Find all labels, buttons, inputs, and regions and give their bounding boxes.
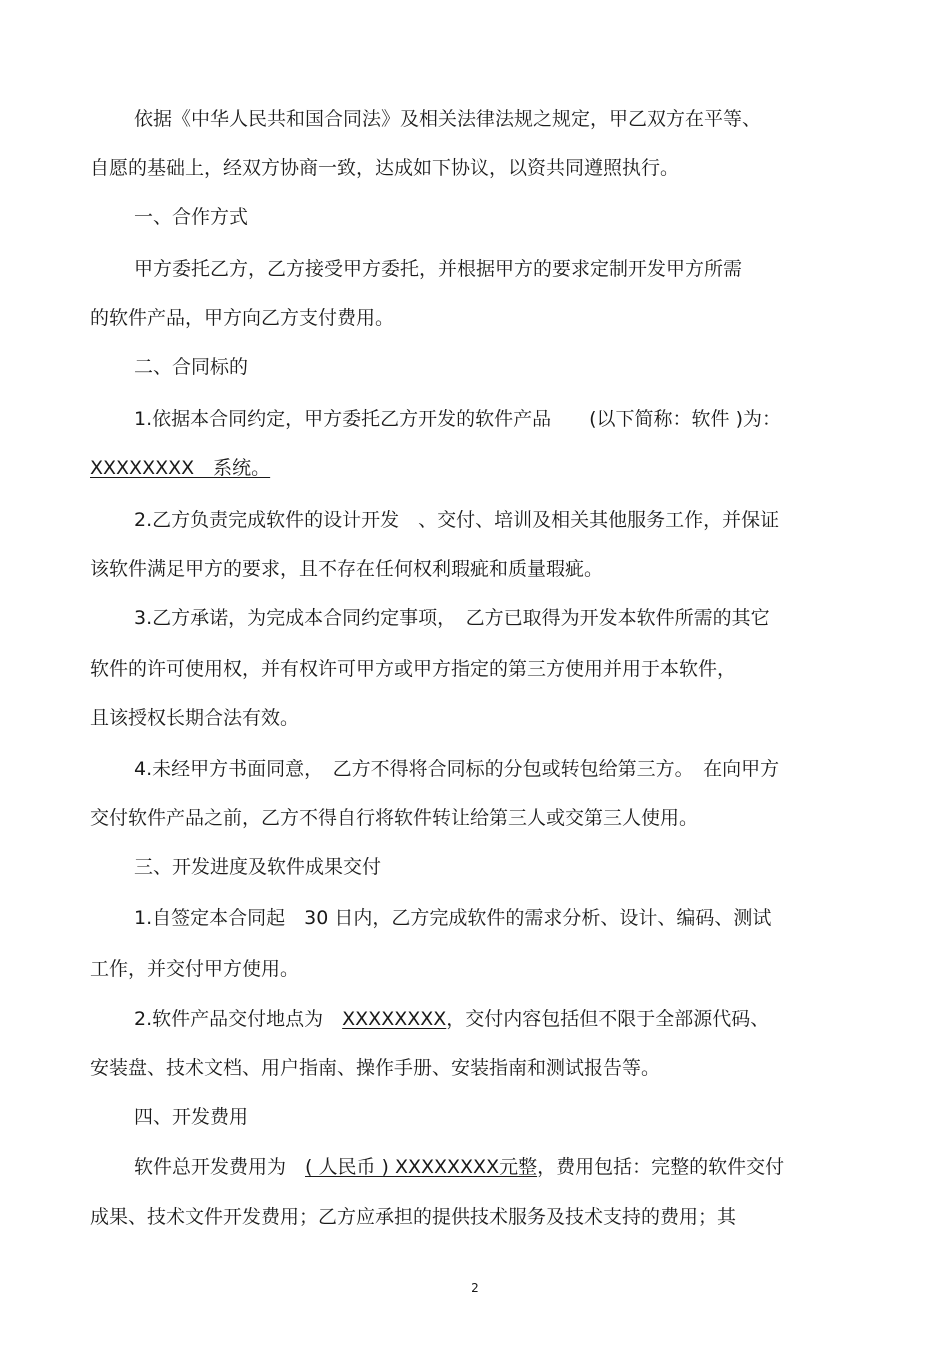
section-heading: 一、合作方式 [134, 206, 249, 228]
fee-prefix: 软件总开发费用为 [134, 1156, 306, 1178]
paragraph-line: 3.乙方承诺，为完成本合同约定事项， 乙方已取得为开发本软件所需的其它 [134, 607, 770, 629]
delivery-prefix: 2.软件产品交付地点为 [134, 1008, 343, 1030]
paragraph-line: 成果、技术文件开发费用；乙方应承担的提供技术服务及技术支持的费用；其 [90, 1206, 737, 1228]
paragraph-line: 软件的许可使用权，并有权许可甲方或甲方指定的第三方使用并用于本软件， [90, 658, 737, 680]
paragraph-line: 4.未经甲方书面同意， 乙方不得将合同标的分包或转包给第三方。 在向甲方 [134, 758, 780, 780]
paragraph-line: 工作，并交付甲方使用。 [90, 958, 300, 980]
paragraph-line: 依据《中华人民共和国合同法》及相关法律法规之规定，甲乙双方在平等、 [134, 108, 762, 130]
paragraph-line: 且该授权长期合法有效。 [90, 707, 300, 729]
delivery-line [134, 1007, 769, 1031]
paragraph-line: 安装盘、技术文档、用户指南、操作手册、安装指南和测试报告等。 [90, 1057, 661, 1079]
paragraph-line: 2.乙方负责完成软件的设计开发 、交付、培训及相关其他服务工作，并保证 [134, 509, 780, 531]
paragraph-line: 1.依据本合同约定，甲方委托乙方开发的软件产品 (以下简称：软件 )为： [134, 408, 781, 430]
paragraph-line: 的软件产品，甲方向乙方支付费用。 [90, 307, 395, 329]
section-heading: 三、开发进度及软件成果交付 [134, 856, 382, 878]
delivery-place: XXXXXXXX [342, 1008, 447, 1030]
section-heading: 四、开发费用 [134, 1106, 249, 1128]
delivery-suffix: ，交付内容包括但不限于全部源代码、 [446, 1008, 770, 1030]
fee-line [134, 1155, 784, 1179]
system-name-line: XXXXXXXX 系统。 [90, 457, 271, 479]
paragraph-line: 交付软件产品之前，乙方不得自行将软件转让给第三人或交第三人使用。 [90, 807, 699, 829]
paragraph-line: 自愿的基础上，经双方协商一致，达成如下协议，以资共同遵照执行。 [90, 157, 680, 179]
paragraph-line: 甲方委托乙方，乙方接受甲方委托，并根据甲方的要求定制开发甲方所需 [134, 258, 743, 280]
paragraph-line: 该软件满足甲方的要求，且不存在任何权利瑕疵和质量瑕疵。 [90, 558, 604, 580]
section-heading: 二、合同标的 [134, 356, 249, 378]
paragraph-line: 1.自签定本合同起 30 日内，乙方完成软件的需求分析、设计、编码、测试 [134, 907, 772, 929]
page-number: 2 [471, 1281, 479, 1295]
fee-suffix: ，费用包括：完整的软件交付 [537, 1156, 785, 1178]
fee-amount: ( 人民币 ) XXXXXXXX元整 [305, 1156, 538, 1178]
